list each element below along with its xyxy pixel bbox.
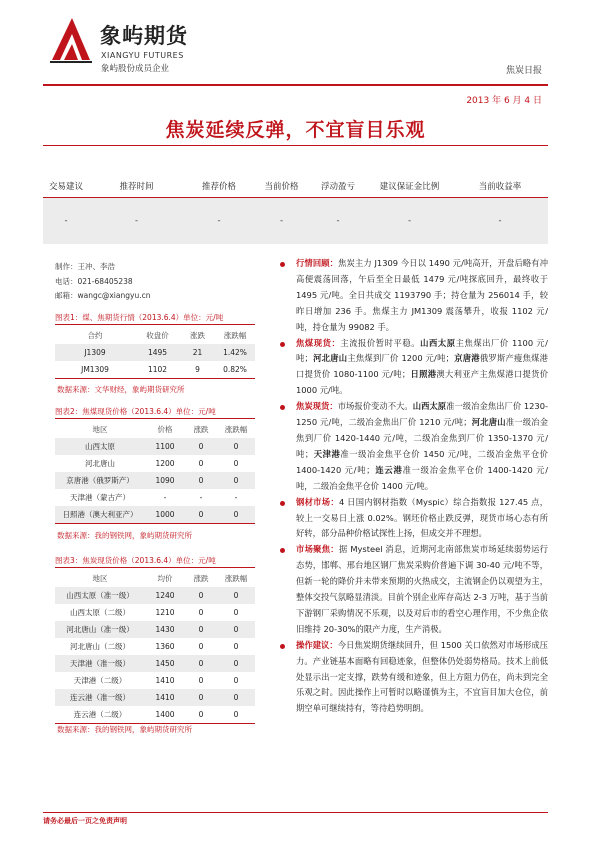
- authors: 制作：王冲、李浩: [55, 262, 115, 271]
- cell: -: [234, 493, 238, 502]
- paragraph-text: 据 Mysteel 消息，近期河北南部焦炭市场延续弱势运行态势，邯郸、邢台地区钢厂焦炭采购价普遍下调 30-40 元/吨不等，但新一轮的降价并未带来预期的火热成交，主流钢企仍以观望为主，整体交投气氛略显清淡。目前个别企业库存高达 2-3 万吨，基于当前下游钢厂采购情况不乐观，以及对后市的看空心理作用，不少焦企依旧维持 20-30%的限产力度，生产消极。: [296, 544, 548, 634]
- table-row: [55, 604, 255, 621]
- cell: 1400: [155, 710, 175, 719]
- brand-name-en: XIANGYU FUTURES: [101, 51, 184, 60]
- trade-cell: -: [407, 216, 412, 226]
- cell: 0: [198, 591, 204, 600]
- contact-block: [55, 260, 150, 304]
- cell: 0: [233, 659, 239, 668]
- table-row: [55, 344, 255, 361]
- bullet-icon: [280, 644, 285, 649]
- header-cell: 地区: [92, 573, 108, 583]
- bullet-icon: [280, 405, 285, 410]
- header-cell: 涨跌: [193, 573, 209, 583]
- fig2-source: 数据来源：我的钢铁网，象屿期货研究所: [57, 531, 192, 540]
- trade-header-cell: 建议保证金比例: [379, 181, 440, 192]
- paragraph-text: 4 日国内钢材指数（Myspic）综合指数报 127.45 点，较上一交易日上涨 0.02%。钢坯价格止跌反弹，现货市场心态有所好转，部分品种价格试探性上扬，但成交并不理想。: [296, 496, 548, 539]
- cell: 0: [233, 608, 239, 617]
- paragraph-steel-market: [280, 495, 548, 543]
- cell: 1090: [155, 476, 175, 485]
- table-row: [55, 655, 255, 672]
- cell: 1410: [155, 676, 175, 685]
- cell: 0: [198, 442, 204, 451]
- header-cell: 收盘价: [146, 330, 169, 340]
- cell: -: [163, 493, 167, 502]
- paragraph-label: 焦炭现货：: [296, 401, 338, 412]
- region-name: 山西太原: [412, 401, 447, 412]
- cell: 0: [198, 659, 204, 668]
- cell: 天津港（蒙古产）: [70, 493, 130, 502]
- region-name: 天津港: [313, 448, 341, 459]
- cell: 0: [198, 459, 204, 468]
- table-row: [55, 621, 255, 638]
- cell: 0: [198, 693, 204, 702]
- cell: 0: [233, 693, 239, 702]
- cell: 河北唐山（准一级）: [66, 625, 134, 634]
- report-body: [280, 256, 548, 717]
- paragraph-text: 今日焦炭期货继续回升，但 1500 关口依然对市场形成压力。产业链基本面略有回稳迹象，但整体仍处弱势格局。技术上前低处显示出一定支撑，跌势有缓和迹象，但上方阻力仍在，尚未到完全乐观之时。因此操作上可暂时以略谨慎为主，不宜盲目加大仓位，前期空单可继续持有，等待趋势明朗。: [296, 639, 548, 714]
- brand-name-cn: 象屿期货: [100, 24, 188, 48]
- paragraph-coking-coal-spot: [280, 336, 548, 400]
- cell: 1200: [155, 459, 175, 468]
- header-cell: 涨跌幅: [224, 573, 248, 583]
- cell: 9: [195, 365, 200, 374]
- trade-cell: -: [134, 216, 139, 226]
- trade-header-cell: 浮动盈亏: [320, 181, 355, 192]
- cell: 0: [198, 625, 204, 634]
- table-header: [55, 326, 255, 344]
- trade-table-row: [43, 198, 548, 244]
- header-cell: 涨跌: [193, 424, 209, 434]
- cell: 0: [233, 442, 239, 451]
- cell: JM1309: [81, 365, 109, 374]
- bullet-icon: [280, 342, 285, 347]
- text-run: 准一级冶金焦到厂价 1420-1440 元/吨，二级冶金焦到厂价 1350-1370 元/吨；: [296, 417, 548, 459]
- cell: 1102: [147, 365, 168, 374]
- cell: 京唐港（俄罗斯产）: [66, 476, 134, 485]
- cell: 连云港（二级）: [73, 710, 127, 719]
- cell: 0: [198, 608, 204, 617]
- fig3-title: 图表3：焦炭现货价格（2013.6.4）单位：元/吨: [55, 556, 216, 565]
- text-run: 主焦煤出厂价 1100 元/吨；: [296, 337, 548, 364]
- footer-disclaimer: 请务必最后一页之免责声明: [43, 817, 127, 825]
- fig3-source: 数据来源：我的钢铁网，象屿期货研究所: [57, 725, 192, 734]
- report-type: 焦炭日报: [505, 66, 542, 76]
- text-run: 主焦煤到厂价 1200 元/吨；: [347, 353, 454, 364]
- cell: 0: [198, 710, 204, 719]
- cell: -: [199, 493, 203, 502]
- paragraph-label: 行情回顾：: [296, 258, 339, 268]
- fig2-title: 图表2：焦煤现货价格（2013.6.4）单位：元/吨: [55, 407, 216, 416]
- header-cell: 涨跌幅: [223, 330, 247, 340]
- cell: 1.42%: [223, 348, 247, 357]
- paragraph-label: 钢材市场：: [296, 496, 339, 507]
- table-row: [55, 587, 255, 604]
- email: 邮箱：wangc@xiangyu.cn: [55, 291, 151, 300]
- fig3-table: [55, 569, 255, 724]
- trade-cell: -: [279, 216, 284, 226]
- region-name: 山西太原: [420, 337, 456, 348]
- table-bottom-rule: [55, 378, 255, 379]
- cell: 0.82%: [223, 365, 247, 374]
- trade-header-cell: 交易建议: [48, 181, 83, 192]
- header-cell: 涨跌幅: [224, 424, 248, 434]
- trade-cell: -: [336, 216, 340, 226]
- cell: 1240: [155, 591, 175, 600]
- cell: 0: [233, 459, 239, 468]
- cell: 0: [233, 591, 239, 600]
- brand-logo-icon: [48, 14, 94, 64]
- cell: J1309: [84, 348, 106, 357]
- paragraph-text: 焦炭主力 J1309 今日以 1490 元/吨高开，开盘后略有冲高便震荡回落，午后至全日最低 1479 元/吨探底回升，最终收于 1495 元/吨。全日共成交 1193790 手；持仓量为 256014 手，较昨日增加 236 手。焦煤主力 JM1309 震荡攀升，收报 1102 元/吨，持仓量为 99082 手。: [296, 258, 548, 332]
- trade-cell: -: [217, 216, 221, 226]
- cell: 0: [233, 710, 239, 719]
- cell: 1430: [155, 625, 175, 634]
- cell: 1100: [155, 442, 175, 451]
- cell: 0: [233, 510, 239, 519]
- table-row: [55, 472, 255, 489]
- region-name: 京唐港: [453, 353, 480, 364]
- header-cell: 地区: [92, 424, 108, 434]
- text-run: 准一级冶金焦平仓价 1450 元/吨，二级冶金焦平仓价 1400-1420 元/吨；: [296, 448, 548, 475]
- fig2-table: [55, 420, 255, 524]
- fig1-table: [55, 326, 255, 379]
- cell: 1000: [155, 510, 175, 519]
- region-name: 河北唐山: [312, 353, 348, 364]
- phone: 电话：021-68405238: [55, 276, 133, 286]
- cell: 山西太原: [85, 442, 115, 451]
- trade-header-cell: 当前价格: [264, 181, 299, 192]
- paragraph-label: 市场聚焦：: [296, 544, 339, 555]
- cell: 河北唐山（二级）: [70, 642, 130, 651]
- table-row: [55, 361, 255, 378]
- bullet-icon: [280, 262, 285, 267]
- cell: 1410: [155, 693, 175, 702]
- table-row: [55, 506, 255, 523]
- text-run: 市场报价变动不大。: [337, 401, 413, 412]
- cell: 1450: [155, 659, 175, 668]
- report-title: 焦炭延续反弹，不宜盲目乐观: [165, 119, 426, 141]
- trade-header-cell: 推荐价格: [201, 181, 236, 192]
- table-header: [55, 420, 255, 438]
- text-run: 准一级冶金焦出厂价 1230-1250 元/吨，二级冶金焦出厂价 1210 元/吨；: [296, 401, 548, 428]
- header-cell: 涨跌: [190, 330, 205, 340]
- header-divider: [43, 84, 548, 86]
- header-cell: 合约: [87, 330, 103, 340]
- fig1-source: 数据来源：文华财经，象屿期货研究所: [57, 385, 185, 394]
- table-row: [55, 672, 255, 689]
- cell: 山西太原（二级）: [70, 608, 130, 617]
- region-name: 连云港: [374, 464, 403, 475]
- fig1-title: 图表1：煤、焦期货行情（2013.6.4）单位：元/吨: [55, 313, 224, 322]
- table-row: [55, 438, 255, 455]
- cell: 连云港（准一级）: [70, 693, 130, 702]
- table-row: [55, 689, 255, 706]
- table-bottom-rule: [55, 523, 255, 524]
- trade-cell: -: [498, 216, 502, 226]
- cell: 0: [233, 642, 239, 651]
- trade-header-cell: 推荐时间: [119, 181, 154, 192]
- footer-divider: [43, 812, 548, 813]
- trade-cell: -: [64, 216, 68, 226]
- fig3-top-rule: [55, 567, 255, 568]
- cell: 21: [192, 348, 203, 357]
- trade-table-header: [43, 174, 548, 198]
- paragraph-label: 操作建议：: [296, 639, 338, 650]
- header-cell: 均价: [157, 573, 173, 583]
- cell: 0: [198, 642, 204, 651]
- table-row: [55, 455, 255, 472]
- bullet-icon: [280, 548, 285, 553]
- region-name: 日照港: [410, 369, 437, 380]
- table-row: [55, 489, 255, 506]
- text-run: 俄罗斯产瘦焦煤港口提货价 1080-1100 元/吨；: [296, 353, 548, 380]
- cell: 1360: [155, 642, 175, 651]
- text-run: 准一级冶金焦平仓价 1400-1420 元/吨，二级冶金焦平仓价 1400 元/吨。: [296, 464, 548, 491]
- cell: 天津港（二级）: [73, 676, 127, 685]
- header-cell: 价格: [157, 424, 173, 434]
- report-date: 2013 年 6 月 4 日: [466, 96, 542, 106]
- cell: 天津港（准一级）: [70, 659, 130, 668]
- bullet-icon: [280, 501, 285, 506]
- cell: 0: [233, 476, 239, 485]
- table-row: [55, 706, 255, 723]
- fig1-top-rule: [55, 324, 255, 325]
- cell: 0: [198, 676, 204, 685]
- cell: 1210: [155, 608, 175, 617]
- table-header: [55, 569, 255, 587]
- paragraph-coke-spot: [280, 399, 548, 494]
- cell: 河北唐山: [85, 459, 115, 468]
- brand-subtitle: 象屿股份成员企业: [101, 64, 170, 74]
- trade-header-cell: 当前收益率: [478, 181, 522, 192]
- title-divider: [43, 145, 548, 146]
- fig2-top-rule: [55, 418, 255, 419]
- cell: 日照港（澳大利亚产）: [62, 510, 138, 519]
- text-run: 澳大利亚产主焦煤港口提货价 1000 元/吨。: [296, 369, 548, 396]
- cell: 0: [233, 625, 239, 634]
- paragraph-trading-advice: [280, 638, 548, 718]
- region-name: 河北唐山: [471, 417, 506, 428]
- cell: 0: [198, 510, 204, 519]
- cell: 1495: [147, 348, 168, 357]
- table-row: [55, 638, 255, 655]
- paragraph-market-review: [280, 256, 548, 336]
- cell: 0: [198, 476, 204, 485]
- paragraph-market-focus: [280, 542, 548, 637]
- trade-table: [43, 174, 548, 244]
- text-run: 主流报价暂时平稳。: [340, 337, 421, 348]
- cell: 山西太原（准一级）: [66, 591, 134, 600]
- cell: 0: [233, 676, 239, 685]
- paragraph-label: 焦煤现货：: [296, 337, 341, 348]
